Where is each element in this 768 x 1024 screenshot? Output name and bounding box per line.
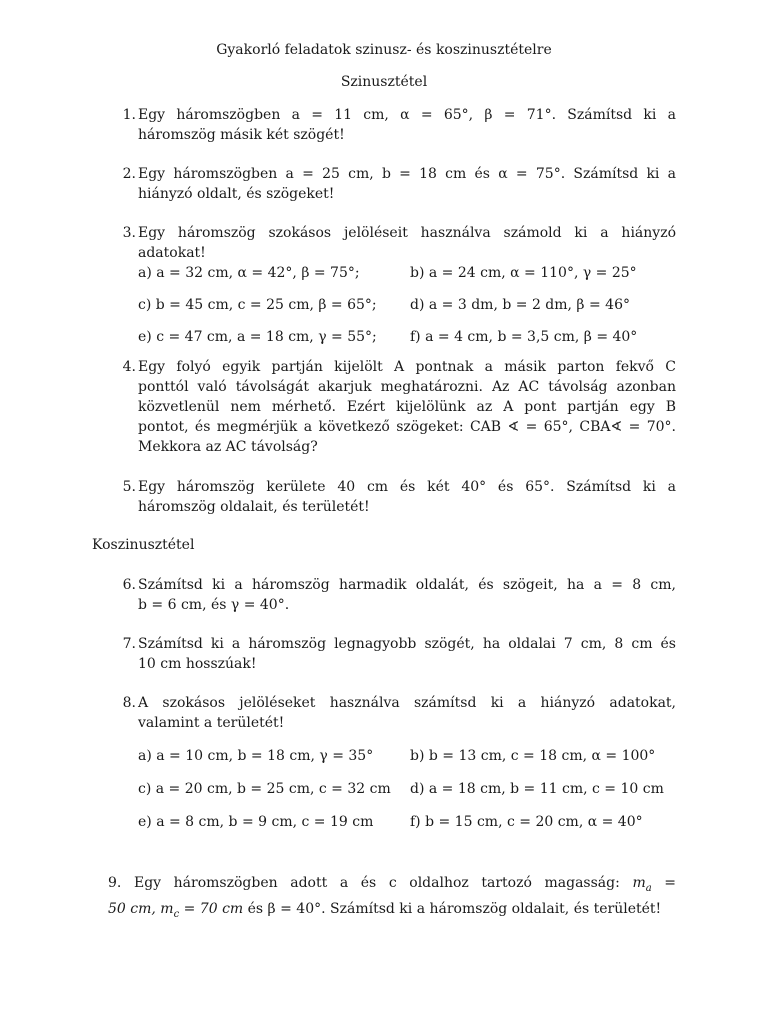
problem-2 — [112, 164, 676, 204]
problem-number: 4. — [122, 359, 136, 375]
problem-text: és β = 40°. Számítsd ki a háromszög oldalait, és területét! — [247, 900, 662, 917]
option-c: c) a = 20 cm, b = 25 cm, c = 32 cm — [138, 781, 391, 797]
problem-text-line: valamint a területét! — [138, 715, 285, 731]
problem-number: 3. — [122, 225, 136, 241]
problem-3 — [112, 223, 676, 347]
problem-7 — [112, 634, 676, 674]
option-d: d) a = 3 dm, b = 2 dm, β = 46° — [410, 297, 630, 313]
problem-text-line: adatokat! — [138, 245, 206, 261]
problem-text-line — [108, 873, 676, 899]
math-equals: = — [664, 875, 677, 891]
option-f: f) b = 15 cm, c = 20 cm, α = 40° — [410, 814, 643, 830]
option-e: e) a = 8 cm, b = 9 cm, c = 19 cm — [138, 814, 374, 830]
option-row — [138, 295, 676, 315]
option-row — [138, 779, 676, 799]
problem-number: 7. — [122, 636, 136, 652]
option-e: e) c = 47 cm, a = 18 cm, γ = 55°; — [138, 329, 377, 345]
problem-number: 1. — [122, 107, 136, 123]
problem-5 — [112, 477, 676, 517]
option-f: f) a = 4 cm, b = 3,5 cm, β = 40° — [410, 329, 638, 345]
math-symbol-m: m — [632, 875, 646, 891]
problem-text-line: Egy folyó egyik partján kijelölt A pontnak a másik parton fekvő C — [138, 359, 676, 375]
option-row — [138, 263, 676, 283]
problem-text-line: A szokásos jelöléseket használva számítsd ki a hiányzó adatokat, — [138, 695, 676, 711]
section-heading-szinusztetel: Szinusztétel — [340, 74, 428, 90]
math-expression: = 70 cm — [183, 900, 244, 917]
problem-text-line: Egy háromszög kerülete 40 cm és két 40° és 65°. Számítsd ki a — [138, 479, 676, 495]
problem-text-line: ponttól való távolságát akarjuk meghatározni. Az AC távolság azonban — [138, 379, 676, 395]
problem-text-line: közvetlenül nem mérhető. Ezért kijelölünk az A pont partján egy B — [138, 399, 676, 415]
option-row — [138, 746, 676, 766]
problem-number: 2. — [122, 166, 136, 182]
problem-text-line: Egy háromszög szokásos jelöléseit használva számold ki a hiányzó — [138, 225, 676, 241]
option-b: b) b = 13 cm, c = 18 cm, α = 100° — [410, 748, 656, 764]
problem-8 — [112, 693, 676, 832]
option-a: a) a = 32 cm, α = 42°, β = 75°; — [138, 265, 360, 281]
section-heading-koszinusztetel: Koszinusztétel — [92, 537, 195, 553]
math-subscript-c: c — [173, 908, 180, 920]
option-c: c) b = 45 cm, c = 25 cm, β = 65°; — [138, 297, 377, 313]
problem-text-line: háromszög másik két szögét! — [138, 127, 345, 143]
problem-6 — [112, 575, 676, 615]
problem-text-line: Egy háromszögben a = 11 cm, α = 65°, β = 71°. Számítsd ki a — [138, 107, 676, 123]
problem-text-line: Számítsd ki a háromszög legnagyobb szögét, ha oldalai 7 cm, 8 cm és — [138, 636, 676, 652]
problem-text-line: hiányzó oldalt, és szögeket! — [138, 186, 335, 202]
problem-text-line: 10 cm hosszúak! — [138, 656, 257, 672]
problem-9 — [108, 873, 676, 925]
problem-text-line: háromszög oldalait, és területét! — [138, 499, 370, 515]
problem-number: 8. — [122, 695, 136, 711]
problem-number: 6. — [122, 577, 136, 593]
option-row — [138, 327, 676, 347]
option-a: a) a = 10 cm, b = 18 cm, γ = 35° — [138, 748, 374, 764]
problem-text-line: pontot, és megmérjük a következő szögeket: CAB ∢ = 65°, CBA∢ = 70°. — [138, 419, 676, 435]
document-title: Gyakorló feladatok szinusz- és koszinusztételre — [216, 42, 552, 58]
problem-1 — [112, 105, 676, 145]
problem-number: 5. — [122, 479, 136, 495]
problem-text-line: Mekkora az AC távolság? — [138, 439, 318, 455]
problem-text-line: Egy háromszögben a = 25 cm, b = 18 cm és α = 75°. Számítsd ki a — [138, 166, 676, 182]
problem-text: Egy háromszögben adott a és c oldalhoz tartozó magasság: — [133, 875, 620, 891]
problem-number: 9. — [108, 875, 122, 891]
option-row — [138, 812, 676, 832]
math-expression: 50 cm, m — [108, 900, 174, 917]
problem-text-line: Számítsd ki a háromszög harmadik oldalát, és szögeit, ha a = 8 cm, — [138, 577, 676, 593]
problem-4 — [112, 357, 676, 457]
problem-text-line — [108, 899, 676, 925]
option-d: d) a = 18 cm, b = 11 cm, c = 10 cm — [410, 781, 664, 797]
problem-text-line: b = 6 cm, és γ = 40°. — [138, 597, 290, 613]
option-b: b) a = 24 cm, α = 110°, γ = 25° — [410, 265, 637, 281]
math-subscript-a: a — [645, 882, 652, 894]
